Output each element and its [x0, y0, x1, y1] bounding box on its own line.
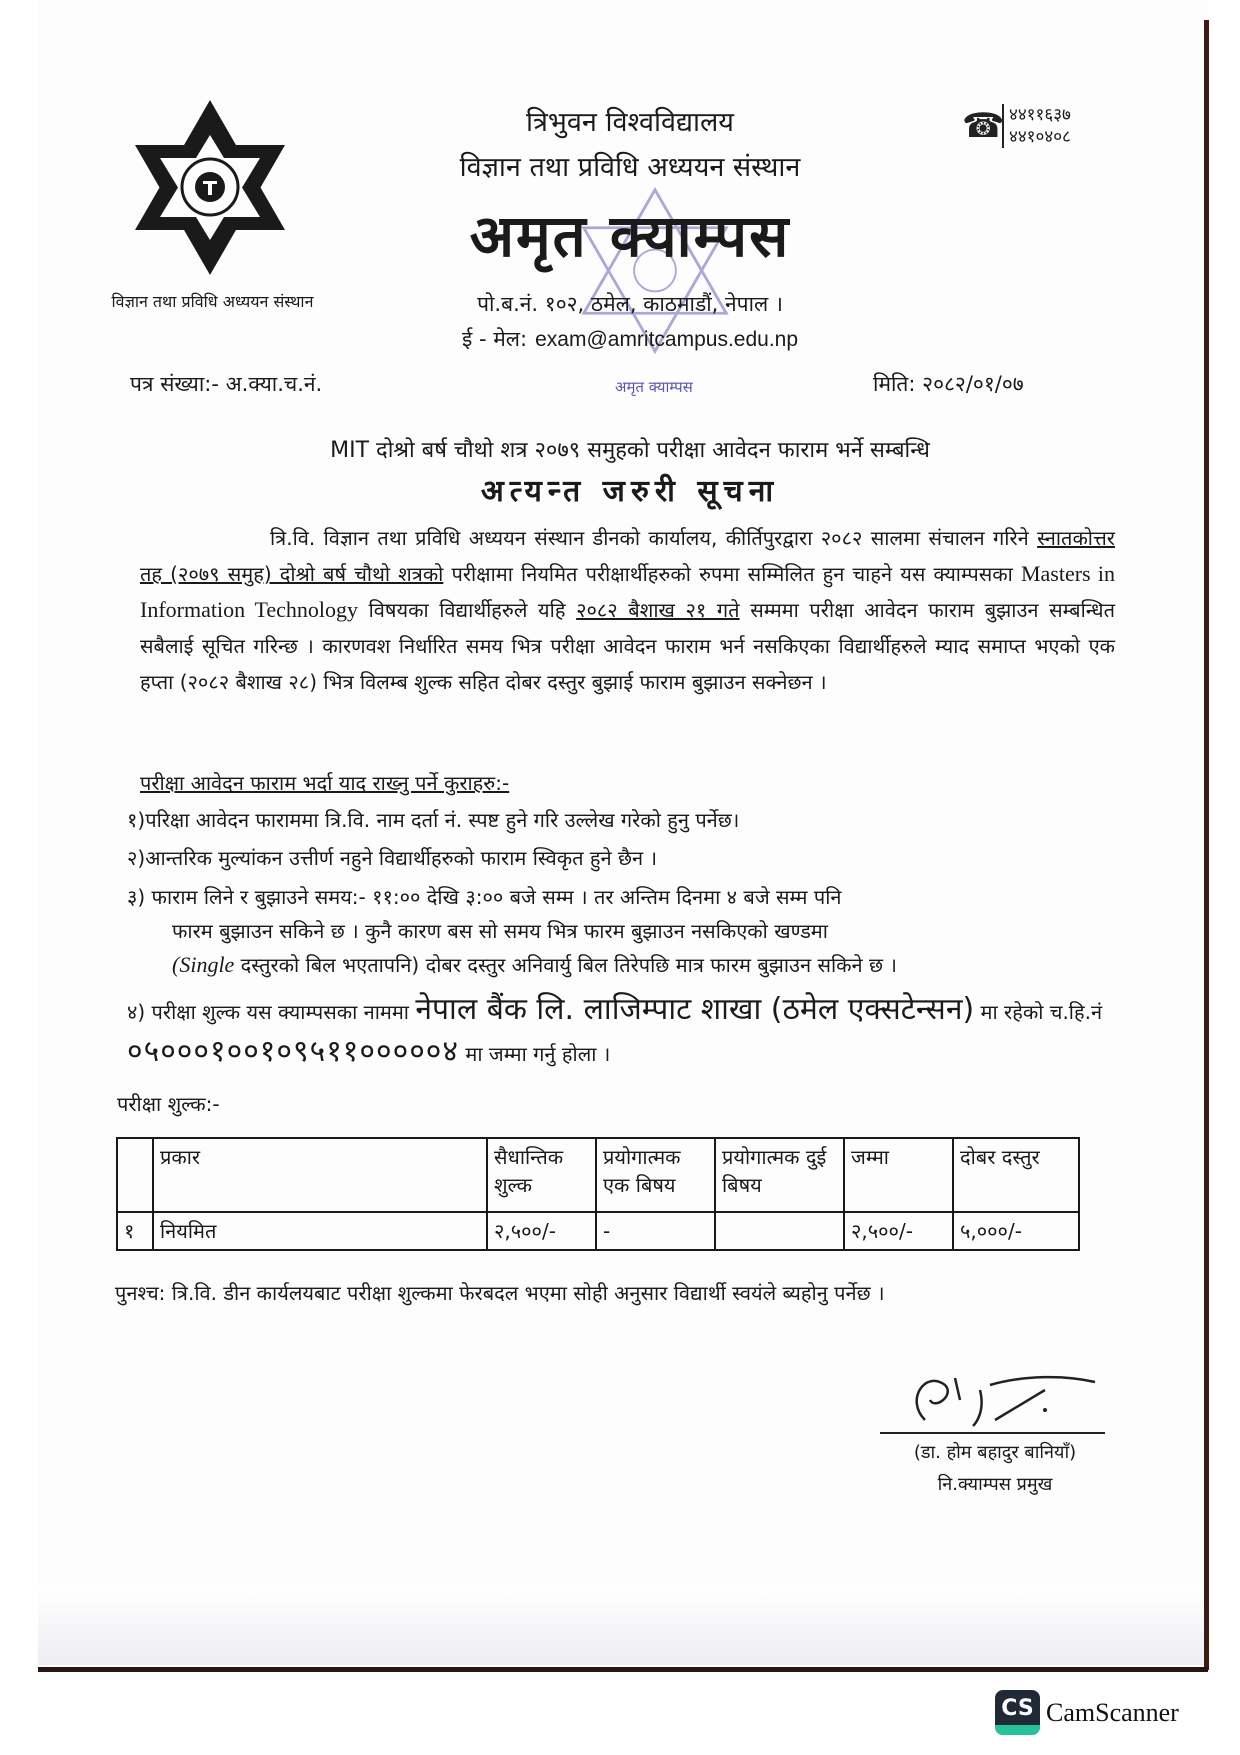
camscanner-label: CamScanner: [1046, 1697, 1179, 1727]
body-level-underlined: स्नातकोत्तर तह (२०७९ समुह) दोश्रो बर्ष चौथो शत्रको: [140, 526, 1115, 586]
reference-number: पत्र संख्या:- अ.क्या.च.नं.: [130, 372, 323, 396]
notice-date: मिति: २०८२/०१/०७: [873, 372, 1024, 396]
phone-numbers: [1002, 104, 1071, 148]
signatory-designation: नि.क्याम्पस प्रमुख: [937, 1474, 1053, 1495]
column-header: प्रकार: [153, 1138, 487, 1212]
phone-number: ४४११६३७: [1009, 105, 1071, 125]
body-text: परीक्षामा नियमित परीक्षार्थीहरुको रुपमा सम्मिलित हुन चाहने यस क्याम्पसका: [443, 562, 1021, 586]
table-cell: २,५००/-: [487, 1212, 596, 1250]
camscanner-logo-icon: CS: [995, 1690, 1040, 1735]
table-cell: १: [117, 1212, 153, 1250]
notice-subject: MIT दोश्रो बर्ष चौथो शत्र २०७९ समुहको परीक्षा आवेदन फाराम भर्ने सम्बन्धि: [330, 438, 930, 463]
email-label: ई - मेल:: [461, 327, 528, 351]
paper-edge: [38, 1667, 1208, 1672]
telephone-icon: ☎: [962, 106, 1005, 146]
notice-body: [140, 520, 1115, 700]
table-cell: -: [596, 1212, 715, 1250]
institute-name: विज्ञान तथा प्रविधि अध्ययन संस्थान: [459, 152, 801, 183]
tu-logo-icon: [110, 95, 310, 285]
signature-line: [880, 1432, 1105, 1434]
campus-email: [330, 325, 930, 354]
body-text: त्रि.वि. विज्ञान तथा प्रविधि अध्ययन संस्थान डीनको कार्यालय, कीर्तिपुरद्वारा २०८२ सालमा संचालन गरिने: [270, 526, 1038, 550]
campus-address: पो.ब.नं. १०२, ठमेल, काठमाडौं, नेपाल ।: [477, 292, 783, 316]
column-header: प्रयोगात्मक दुई बिषय: [715, 1138, 844, 1212]
reminder-text: मा रहेको च.हि.नं: [974, 1000, 1103, 1024]
column-header: जम्मा: [844, 1138, 953, 1212]
reminder-text: दस्तुरको बिल भएतापनि) दोबर दस्तुर अनिवार्यु बिल तिरेपछि मात्र फारम बुझाउन सकिने छ ।: [234, 953, 897, 977]
program-name: Masters in Information Technology: [140, 561, 1115, 622]
reminder-line: फारम बुझाउन सकिने छ । कुनै कारण बस सो समय भित्र फारम बुझाउन नसकिएको खण्डमा: [172, 919, 828, 943]
reminder-line: [127, 948, 1137, 982]
fee-table-header: [117, 1138, 1079, 1212]
email-link[interactable]: exam@amritcampus.edu.np: [535, 328, 799, 351]
table-row: [117, 1212, 1079, 1250]
signature-icon: [885, 1370, 1105, 1428]
bank-name: नेपाल बैंक लि. लाजिम्पाट शाखा (ठमेल एक्सटेन्सन): [415, 992, 975, 1027]
notice-title: अत्यन्त जरुरी सूचना: [480, 474, 780, 509]
single-word: (Single: [172, 952, 235, 977]
reminder-item: [127, 880, 1137, 982]
signatory-name: (डा. होम बहादुर बानियाँ): [913, 1442, 1077, 1463]
fee-label: परीक्षा शुल्क:-: [117, 1092, 220, 1116]
reminder-text: मा जम्मा गर्नु होला ।: [459, 1042, 611, 1066]
account-number: ०५०००१००१०९५११०००००४: [127, 1034, 459, 1069]
camscanner-watermark: [995, 1690, 1179, 1735]
reminder-text: ४) परीक्षा शुल्क यस क्याम्पसका नाममा: [127, 1000, 416, 1024]
postscript: पुनश्च: त्रि.वि. डीन कार्यलयबाट परीक्षा शुल्कमा फेरबदल भएमा सोही अनुसार विद्यार्थी स्वयंले ब्यहोनु पर्नेछ ।: [115, 1281, 885, 1305]
reminder-item: १)परिक्षा आवेदन फाराममा त्रि.वि. नाम दर्ता नं. स्पष्ट हुने गरि उल्लेख गरेको हुनु पर्नेछ।: [127, 808, 740, 832]
campus-name: अमृत क्याम्पस: [469, 202, 791, 270]
phone-number: ४४१०४०८: [1009, 127, 1071, 147]
table-cell: ५,०००/-: [953, 1212, 1079, 1250]
table-cell: नियमित: [153, 1212, 487, 1250]
table-cell: २,५००/-: [844, 1212, 953, 1250]
stamp-caption: अमृत क्याम्पस: [615, 378, 693, 396]
university-name: त्रिभुवन विश्वविद्यालय: [526, 107, 734, 138]
reminders-heading: परीक्षा आवेदन फाराम भर्दा याद राख्नु पर्ने कुराहरु:-: [140, 771, 510, 795]
reminder-line: ३) फाराम लिने र बुझाउने समय:- ११:०० देखि ३:०० बजे सम्म । तर अन्तिम दिनमा ४ बजे सम्म पनि: [127, 885, 842, 909]
column-header: प्रयोगात्मक एक बिषय: [596, 1138, 715, 1212]
reminder-item: [127, 990, 1137, 1074]
logo-caption: विज्ञान तथा प्रविधि अध्ययन संस्थान: [111, 292, 314, 311]
reminder-item: २)आन्तरिक मुल्यांकन उत्तीर्ण नहुने विद्यार्थीहरुको फाराम स्विकृत हुने छैन ।: [127, 846, 658, 870]
table-cell: [715, 1212, 844, 1250]
scan-shadow: [38, 1585, 1208, 1665]
body-text: विषयका विद्यार्थीहरुले यहि: [358, 598, 577, 622]
column-header: दोबर दस्तुर: [953, 1138, 1079, 1212]
deadline-date: २०८२ बैशाख २१ गते: [576, 598, 740, 622]
paper-edge: [1204, 20, 1209, 1670]
phone-block: [962, 104, 1071, 148]
column-header: [117, 1138, 153, 1212]
column-header: सैधान्तिक शुल्क: [487, 1138, 596, 1212]
fee-table: [116, 1137, 1080, 1251]
body-text: सम्ममा परीक्षा आवेदन फाराम बुझाउन सम्बन्धित सबैलाई सूचित गरिन्छ । कारणवश निर्धारित समय भित्र परीक्षा आवेदन फाराम भर्न नसकिएका विद्यार्थीहरुले म्याद समाप्त भएको एक हप्ता (२०८२ बैशाख २८) भित्र विलम्ब शुल्क सहित दोबर दस्तुर बुझाई फाराम बुझाउन सक्नेछन ।: [140, 598, 1115, 694]
